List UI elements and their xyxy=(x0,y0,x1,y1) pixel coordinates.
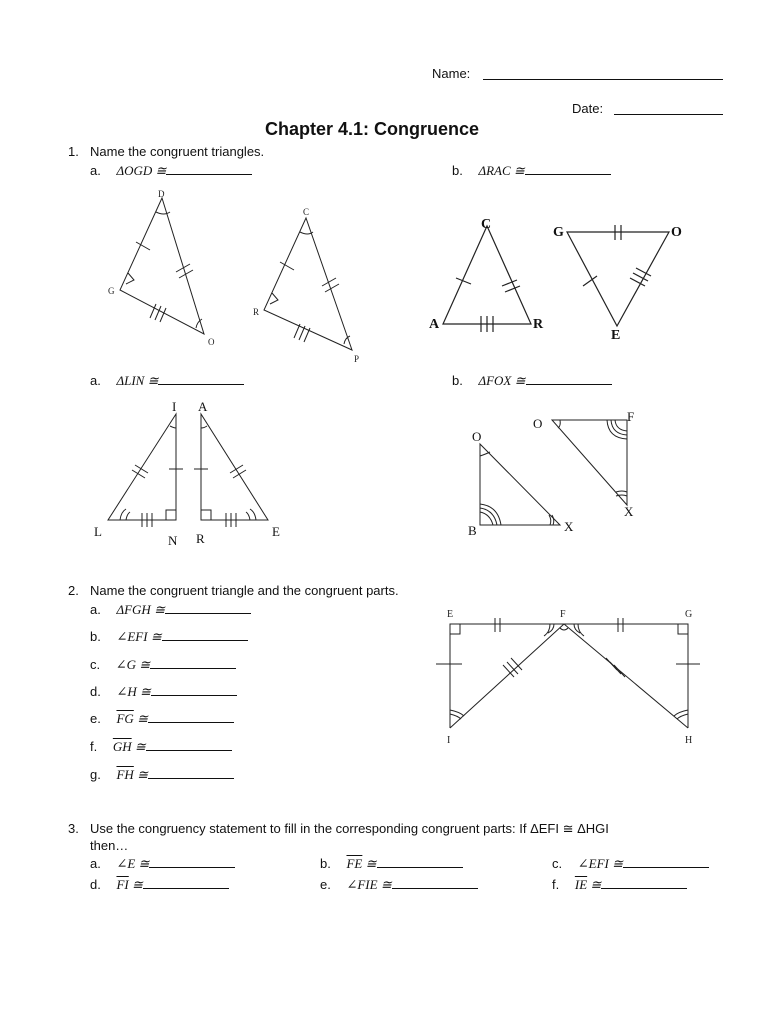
q2-item-g xyxy=(90,767,234,783)
vertex-label: R xyxy=(196,531,205,546)
answer-blank[interactable] xyxy=(525,163,611,175)
answer-blank[interactable] xyxy=(150,657,236,669)
item-expression: ≅ xyxy=(131,739,146,754)
q3-prompt-cont: then… xyxy=(90,838,129,853)
item-letter: e. xyxy=(90,711,101,726)
q1-item-a2 xyxy=(90,373,244,389)
figure-triangles-acr-goe xyxy=(425,212,695,347)
item-letter: b. xyxy=(452,373,463,388)
answer-blank[interactable] xyxy=(392,877,478,889)
item-expression: ∠FIE ≅ xyxy=(346,877,392,892)
answer-blank[interactable] xyxy=(148,767,234,779)
vertex-label: F xyxy=(627,409,635,424)
segment-name: $\overline{FH}$ xyxy=(116,767,134,782)
item-expression: ΔRAC ≅ xyxy=(478,163,525,178)
q2-item-f xyxy=(90,739,232,755)
answer-blank[interactable] xyxy=(377,856,463,868)
item-letter: c. xyxy=(90,657,101,672)
triangle-obx xyxy=(480,444,560,525)
q1-item-a1 xyxy=(90,163,252,179)
vertex-label: O xyxy=(671,225,682,240)
item-letter: c. xyxy=(552,856,563,871)
vertex-label: I xyxy=(172,399,177,414)
vertex-label: O xyxy=(533,416,543,431)
answer-blank[interactable] xyxy=(166,163,252,175)
name-field[interactable] xyxy=(483,79,723,80)
page-title: Chapter 4.1: Congruence xyxy=(265,119,480,139)
item-letter: e. xyxy=(320,877,331,892)
vertex-label: F xyxy=(560,609,566,620)
item-expression: ∠H ≅ xyxy=(116,684,151,699)
item-letter: g. xyxy=(90,767,101,782)
item-expression: ∠G ≅ xyxy=(115,657,151,672)
answer-blank[interactable] xyxy=(162,629,248,641)
q3-item-e xyxy=(320,877,478,893)
segment-name: $\overline{FE}$ xyxy=(346,856,363,871)
q1-item-b1 xyxy=(452,163,611,179)
vertex-label: C xyxy=(303,207,310,217)
vertex-label: N xyxy=(168,533,178,548)
vertex-label: P xyxy=(354,354,360,364)
answer-blank[interactable] xyxy=(143,877,229,889)
item-letter: d. xyxy=(90,877,101,892)
q2-item-a xyxy=(90,602,251,618)
vertex-label: X xyxy=(624,504,634,519)
figure-triangles-efi-fgh xyxy=(440,604,710,749)
item-letter: a. xyxy=(90,856,101,871)
vertex-label: X xyxy=(564,519,574,534)
item-letter: a. xyxy=(90,373,101,388)
vertex-label: H xyxy=(685,735,693,746)
vertex-label: G xyxy=(685,609,693,620)
vertex-label: O xyxy=(472,429,482,444)
q1-prompt: Name the congruent triangles. xyxy=(90,144,265,159)
figure-triangles-ogd-crp xyxy=(100,188,370,368)
item-letter: f. xyxy=(90,739,98,754)
answer-blank[interactable] xyxy=(148,711,234,723)
segment-name: $\overline{IE}$ xyxy=(574,877,588,892)
item-expression: ≅ xyxy=(133,767,148,782)
item-letter: a. xyxy=(90,163,101,178)
item-expression: ΔLIN ≅ xyxy=(116,373,159,388)
q3-item-f xyxy=(552,877,687,893)
vertex-label: R xyxy=(533,317,544,332)
q2-item-c xyxy=(90,657,236,673)
figure-triangles-obx-ofx xyxy=(460,408,660,538)
triangle-are xyxy=(201,414,268,520)
triangle-acr xyxy=(443,226,531,324)
answer-blank[interactable] xyxy=(151,684,237,696)
vertex-label: D xyxy=(158,189,165,199)
vertex-label: A xyxy=(429,317,440,332)
vertex-label: G xyxy=(108,286,115,296)
answer-blank[interactable] xyxy=(601,877,687,889)
triangle-lin xyxy=(108,414,176,520)
answer-blank[interactable] xyxy=(526,373,612,385)
triangle-goe xyxy=(567,232,669,326)
q2-item-b xyxy=(90,629,248,645)
item-expression: ΔOGD ≅ xyxy=(116,163,167,178)
vertex-label: R xyxy=(253,307,260,317)
item-expression: ≅ xyxy=(128,877,143,892)
item-letter: b. xyxy=(90,629,101,644)
name-label: Name: xyxy=(432,66,471,81)
item-expression: ≅ xyxy=(587,877,602,892)
item-expression: ≅ xyxy=(133,711,148,726)
vertex-label: L xyxy=(94,524,102,539)
q2-item-e xyxy=(90,711,234,727)
segment-name: $\overline{FG}$ xyxy=(116,711,134,726)
item-expression: ∠E ≅ xyxy=(116,856,150,871)
item-letter: f. xyxy=(552,877,560,892)
triangle-ogd xyxy=(120,198,204,334)
q2-number: 2. xyxy=(68,583,79,598)
item-letter: a. xyxy=(90,602,101,617)
item-letter: b. xyxy=(452,163,463,178)
segment-name: $\overline{GH}$ xyxy=(112,739,132,754)
answer-blank[interactable] xyxy=(623,856,709,868)
q1-number: 1. xyxy=(68,144,79,159)
answer-blank[interactable] xyxy=(146,739,232,751)
answer-blank[interactable] xyxy=(165,602,251,614)
q2-prompt: Name the congruent triangle and the congruent parts. xyxy=(90,583,399,598)
vertex-label: E xyxy=(611,328,621,343)
vertex-label: C xyxy=(481,217,492,232)
vertex-label: E xyxy=(447,609,454,620)
q3-number: 3. xyxy=(68,821,79,836)
item-expression: ∠EFI ≅ xyxy=(577,856,623,871)
figure-triangles-lin-are xyxy=(90,398,300,548)
vertex-label: E xyxy=(272,524,280,539)
item-expression: ΔFOX ≅ xyxy=(478,373,526,388)
item-expression: ≅ xyxy=(362,856,377,871)
q2-item-d xyxy=(90,684,237,700)
date-label: Date: xyxy=(572,101,604,116)
item-letter: d. xyxy=(90,684,101,699)
q1-item-b2 xyxy=(452,373,612,389)
answer-blank[interactable] xyxy=(149,856,235,868)
date-field[interactable] xyxy=(614,114,723,115)
q3-item-c xyxy=(552,856,709,872)
item-letter: b. xyxy=(320,856,331,871)
answer-blank[interactable] xyxy=(158,373,244,385)
segment-name: $\overline{FI}$ xyxy=(116,877,129,892)
vertex-label: A xyxy=(198,399,208,414)
q3-item-a xyxy=(90,856,235,872)
q3-item-b xyxy=(320,856,463,872)
item-expression: ∠EFI ≅ xyxy=(116,629,162,644)
q3-item-d xyxy=(90,877,229,893)
vertex-label: I xyxy=(447,735,451,746)
vertex-label: B xyxy=(468,523,477,538)
vertex-label: O xyxy=(208,337,215,347)
triangle-ofx xyxy=(552,420,627,505)
vertex-label: G xyxy=(553,225,564,240)
item-expression: ΔFGH ≅ xyxy=(116,602,165,617)
q3-prompt: Use the congruency statement to fill in the corresponding congruent parts: If ΔEFI ≅ ΔHGI xyxy=(90,821,609,836)
